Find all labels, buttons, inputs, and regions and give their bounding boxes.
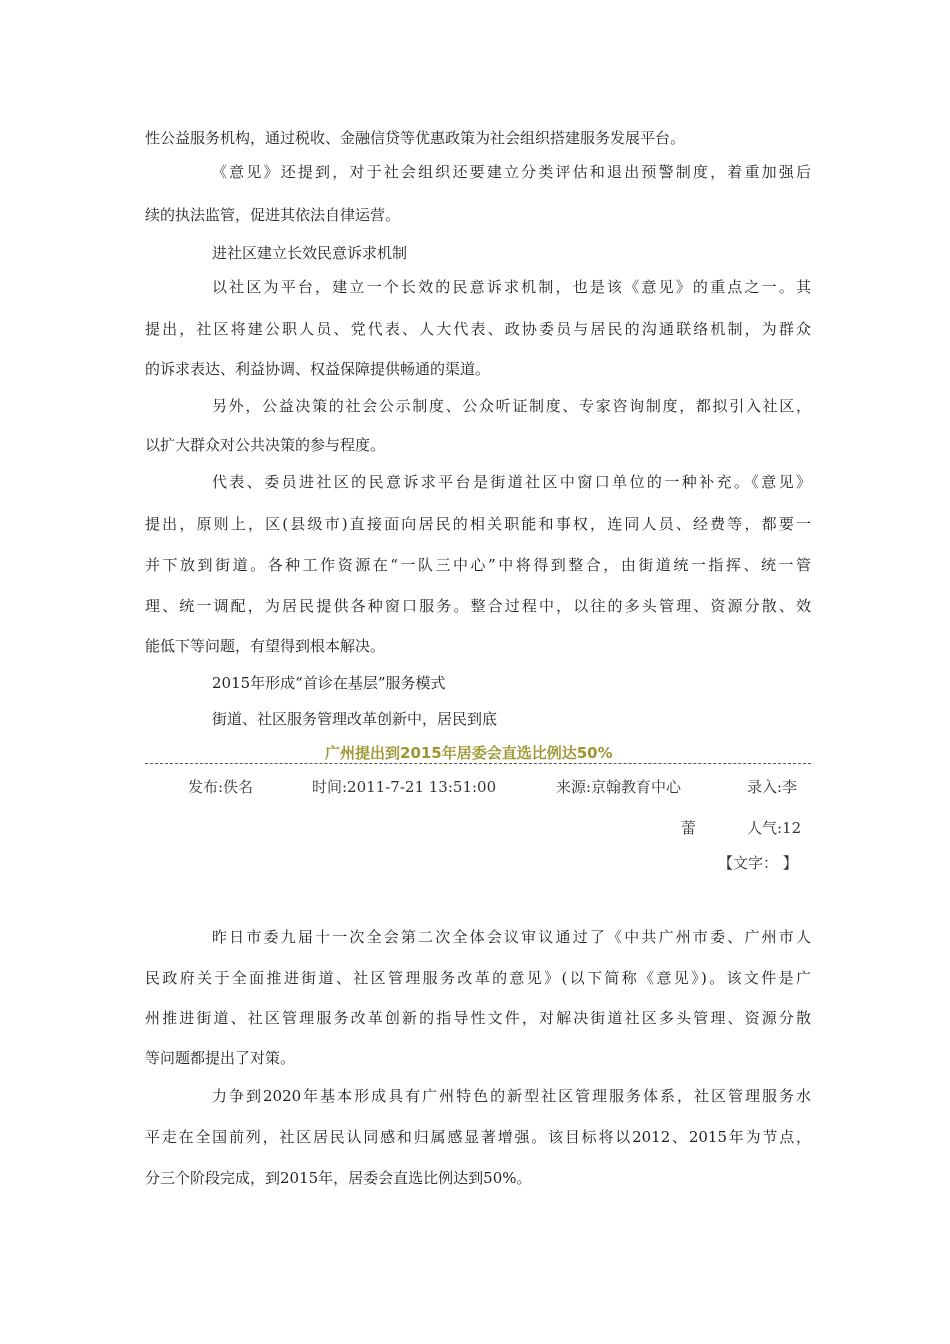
editor-label: 录入:李: [747, 778, 798, 796]
section-heading: 进社区建立长效民意诉求机制: [212, 244, 408, 262]
paragraph-line: 续的执法监管，促进其依法自律运营。: [145, 206, 401, 224]
view-count: 人气:12: [747, 819, 802, 837]
paragraph-line: 能低下等问题，有望得到根本解决。: [145, 637, 386, 655]
paragraph-line: 理、统一调配，为居民提供各种窗口服务。整合过程中，以往的多头管理、资源分散、效: [145, 597, 811, 615]
paragraph-line: 以社区为平台，建立一个长效的民意诉求机制，也是该《意见》的重点之一。其: [212, 278, 811, 296]
body-line: 力争到2020年基本形成具有广州特色的新型社区管理服务体系，社区管理服务水: [212, 1087, 811, 1105]
editor-name-cont: 蕾: [681, 819, 697, 837]
paragraph-line: 《意见》还提到，对于社会组织还要建立分类评估和退出预警制度，着重加强后: [212, 163, 811, 181]
paragraph-line: 街道、社区服务管理改革创新中，居民到底: [212, 710, 498, 728]
paragraph-line: 另外，公益决策的社会公示制度、公众听证制度、专家咨询制度，都拟引入社区，: [212, 397, 811, 415]
paragraph-line: 提出，原则上，区(县级市)直接面向居民的相关职能和事权，连同人员、经费等，都要一: [145, 515, 811, 533]
body-line: 分三个阶段完成，到2015年，居委会直选比例达到50%。: [145, 1169, 532, 1187]
paragraph-line: 提出，社区将建公职人员、党代表、人大代表、政协委员与居民的沟通联络机制，为群众: [145, 320, 811, 338]
dashed-rule: [145, 763, 811, 764]
body-line: 昨日市委九届十一次全会第二次全体会议审议通过了《中共广州市委、广州市人: [212, 928, 811, 946]
body-line: 等问题都提出了对策。: [145, 1049, 296, 1067]
paragraph-line: 性公益服务机构，通过税收、金融信贷等优惠政策为社会组织搭建服务发展平台。: [145, 129, 686, 147]
font-size-control[interactable]: 【文字： 】: [718, 854, 798, 872]
publisher-label: 发布:佚名: [188, 778, 254, 796]
body-line: 州推进街道、社区管理服务改革创新的指导性文件，对解决街道社区多头管理、资源分散: [145, 1009, 811, 1027]
paragraph-line: 代表、委员进社区的民意诉求平台是街道社区中窗口单位的一种补充。《意见》: [212, 473, 811, 491]
paragraph-line: 并下放到街道。各种工作资源在“一队三中心”中将得到整合，由街道统一指挥、统一管: [145, 556, 811, 574]
article-title[interactable]: 广州提出到2015年居委会直选比例达50%: [322, 743, 616, 763]
paragraph-line: 以扩大群众对公共决策的参与程度。: [145, 436, 386, 454]
paragraph-line: 的诉求表达、利益协调、权益保障提供畅通的渠道。: [145, 360, 491, 378]
body-line: 平走在全国前列，社区居民认同感和归属感显著增强。该目标将以2012、2015年为节点，: [145, 1128, 811, 1146]
section-heading: 2015年形成“首诊在基层”服务模式: [212, 674, 446, 692]
body-line: 民政府关于全面推进街道、社区管理服务改革的意见》(以下简称《意见》)。该文件是广: [145, 969, 811, 987]
source-label: 来源:京翰教育中心: [556, 778, 682, 796]
publish-time: 时间:2011-7-21 13:51:00: [312, 778, 497, 796]
